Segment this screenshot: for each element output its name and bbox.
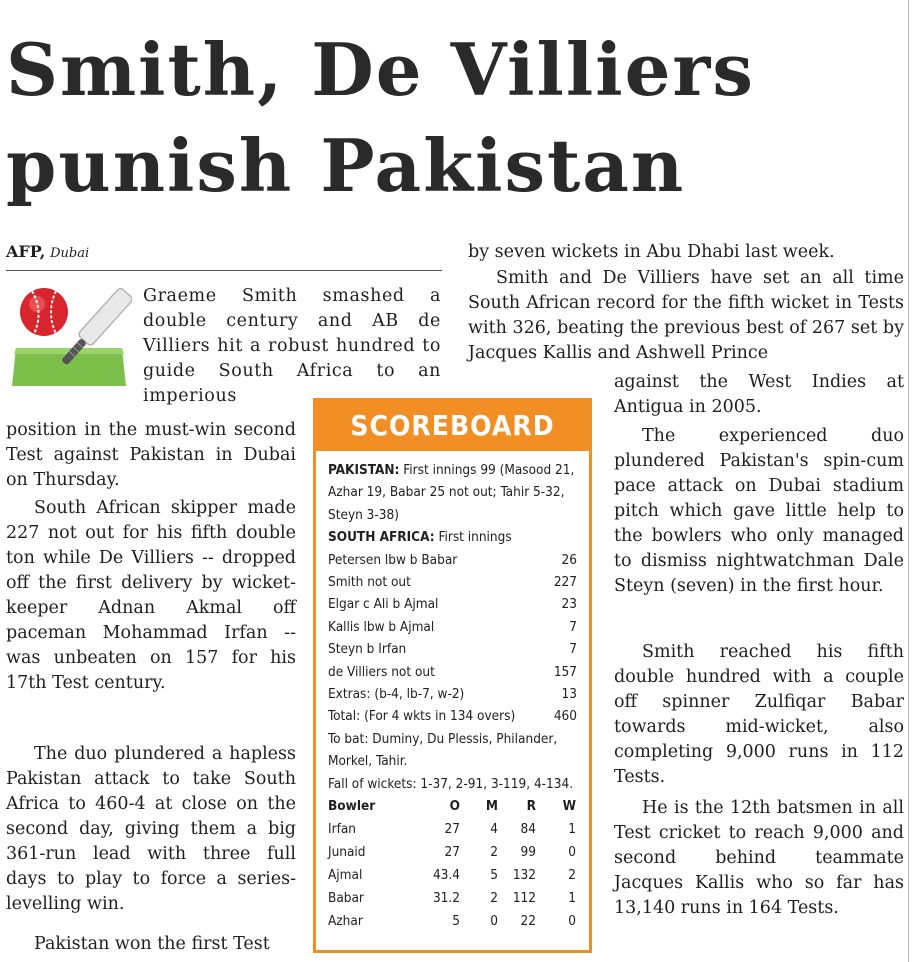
pakistan-label: PAKISTAN: <box>328 462 400 478</box>
bowler-name: Irfan <box>328 821 356 838</box>
bowler-runs: 22 <box>520 913 536 930</box>
batsman-runs: 26 <box>561 551 577 568</box>
batsman-name: Steyn b Irfan <box>328 641 407 658</box>
bowler-name: Azhar <box>328 913 363 930</box>
maidens-header: M <box>485 798 498 815</box>
bowler-header: Bowler <box>328 798 376 815</box>
batsman-name: Smith not out <box>328 574 411 591</box>
bowler-wickets: 0 <box>568 913 576 930</box>
scoreboard-body <box>316 451 589 933</box>
batting-row <box>328 571 577 593</box>
page-edge-rule <box>908 0 909 962</box>
paragraph-3: The duo plundered a hapless Pakistan attack to take South Africa to 460-4 at close on the second day, giving them a big 361-run lead with three full days to play to force a series-levelling win. <box>6 744 296 914</box>
paragraph-2: South African skipper made 227 not out for his fifth double ton while De Villiers -- dropped off the first delivery by wicket-keeper Adnan Akmal off paceman Mohammad Irfan -- was unbeaten on 157 for his 17th Test century. <box>6 498 296 693</box>
bowler-maidens: 5 <box>490 867 498 884</box>
bowling-row <box>328 818 577 841</box>
paragraph-1a: Graeme Smith smashed a double century and AB de Villiers hit a robust hundred to guide South Africa to an imperious <box>143 286 441 406</box>
bowler-runs: 132 <box>512 867 536 884</box>
bowling-row <box>328 910 577 933</box>
south-africa-innings <box>328 526 577 548</box>
paragraph-6: The experienced duo plundered Pakistan's spin-cum pace attack on Dubai stadium pitch which gave little help to the bowlers who only managed to dismiss nightwatchman Dale Steyn (seven) in the first hour. <box>614 426 904 596</box>
bowler-name: Ajmal <box>328 867 363 884</box>
byline-place: Dubai <box>50 246 90 261</box>
fall-of-wickets: Fall of wickets: 1-37, 2-91, 3-119, 4-134. <box>328 775 574 792</box>
bowler-wickets: 1 <box>568 890 576 907</box>
batsman-name: Elgar c Ali b Ajmal <box>328 596 439 613</box>
scoreboard-box <box>313 398 592 953</box>
pakistan-innings <box>328 459 577 526</box>
bowler-runs: 112 <box>512 890 536 907</box>
bowler-overs: 43.4 <box>432 867 460 884</box>
batting-row <box>328 549 577 571</box>
batting-row <box>328 616 577 638</box>
paragraph-5b: against the West Indies at Antigua in 2005. <box>614 372 904 417</box>
bowler-overs: 31.2 <box>432 890 460 907</box>
batsman-runs: 23 <box>561 596 577 613</box>
runs-header: R <box>526 798 536 815</box>
bowling-row <box>328 887 577 910</box>
overs-header: O <box>449 798 460 815</box>
bowler-runs: 99 <box>520 844 536 861</box>
paragraph-7: Smith reached his fifth double hundred with a couple off spinner Zulfiqar Babar towards mid-wicket, also completing 9,000 runs in 112 Tests. <box>614 642 904 787</box>
wickets-header: W <box>562 798 576 815</box>
batsman-name: Petersen lbw b Babar <box>328 551 458 568</box>
batting-row <box>328 661 577 683</box>
bowler-wickets: 0 <box>568 844 576 861</box>
paragraph-1b: position in the must-win second Test against Pakistan in Dubai on Thursday. <box>6 420 296 490</box>
batting-row <box>328 638 577 660</box>
byline <box>6 242 442 271</box>
byline-agency: AFP, <box>6 242 46 261</box>
cricket-ball-bat-icon <box>6 282 132 390</box>
scoreboard-title: SCOREBOARD <box>316 401 589 451</box>
pakistan-text: First innings 99 (Masood 21, Azhar 19, Babar 25 not out; Tahir 5-32, Steyn 3-38) <box>328 462 575 523</box>
paragraph-4b: by seven wickets in Abu Dhabi last week. <box>468 242 835 262</box>
paragraph-4a: Pakistan won the first Test <box>34 934 270 954</box>
bowler-maidens: 2 <box>490 844 498 861</box>
bowler-maidens: 4 <box>490 821 498 838</box>
extras-runs: 13 <box>561 686 577 703</box>
paragraph-8: He is the 12th batsmen in all Test cricket to reach 9,000 and second behind teammate Jacques Kallis who so far has 13,140 runs in 164 Tests. <box>614 798 904 918</box>
bowler-overs: 5 <box>452 913 460 930</box>
bowler-name: Junaid <box>328 844 366 861</box>
to-bat: To bat: Duminy, Du Plessis, Philander, Morkel, Tahir. <box>328 730 558 770</box>
batsman-runs: 7 <box>569 641 577 658</box>
bowler-runs: 84 <box>520 821 536 838</box>
total-label: Total: (For 4 wkts in 134 overs) <box>328 708 516 725</box>
paragraph-5a: Smith and De Villiers have set an all time South African record for the fifth wicket in Tests with 326, beating the previous best of 267 set by Jacques Kallis and Ashwell Prince <box>468 268 904 363</box>
bowler-overs: 27 <box>444 844 460 861</box>
batsman-name: de Villiers not out <box>328 663 435 680</box>
bowling-row <box>328 864 577 887</box>
bowler-wickets: 2 <box>568 867 576 884</box>
south-africa-text: First innings <box>438 529 512 546</box>
batting-row <box>328 593 577 615</box>
bowling-header <box>328 795 577 818</box>
batsman-name: Kallis lbw b Ajmal <box>328 618 435 635</box>
total-runs: 460 <box>553 708 577 725</box>
bowling-row <box>328 841 577 864</box>
total-row <box>328 705 577 727</box>
bowler-maidens: 2 <box>490 890 498 907</box>
extras-row <box>328 683 577 705</box>
bowler-overs: 27 <box>444 821 460 838</box>
batsman-runs: 157 <box>553 663 577 680</box>
extras-label: Extras: (b-4, lb-7, w-2) <box>328 686 465 703</box>
batsman-runs: 7 <box>569 618 577 635</box>
headline: Smith, De Villiers punish Pakistan <box>6 27 755 208</box>
batsman-runs: 227 <box>553 574 577 591</box>
bowler-maidens: 0 <box>490 913 498 930</box>
bowler-name: Babar <box>328 890 364 907</box>
south-africa-label: SOUTH AFRICA: <box>328 529 435 546</box>
bowler-wickets: 1 <box>568 821 576 838</box>
